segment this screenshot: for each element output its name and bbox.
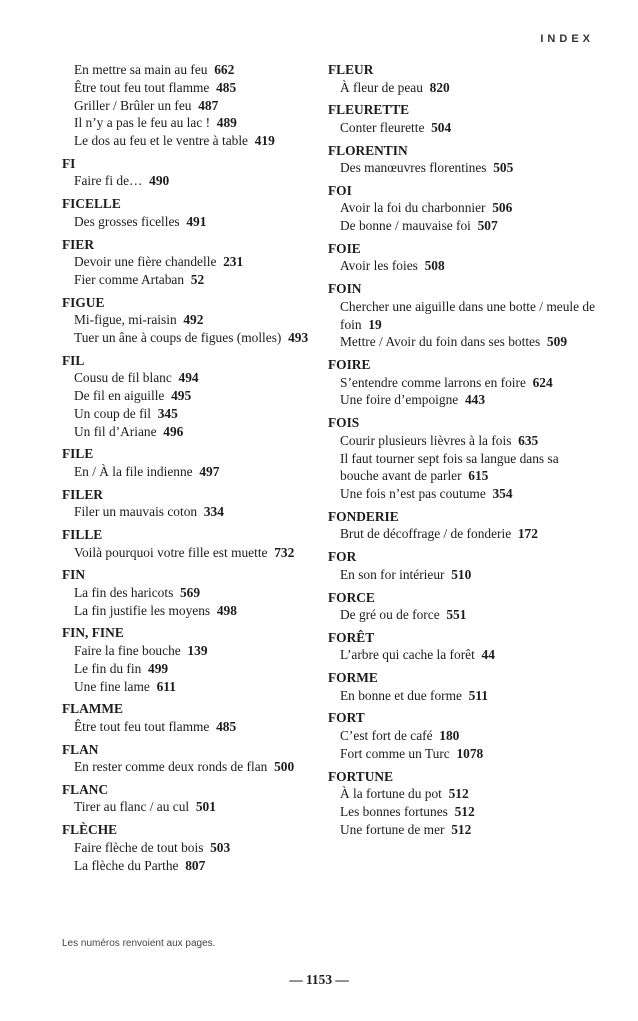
reference-text: Fort comme un Turc: [340, 745, 450, 761]
index-entry: [62, 781, 322, 816]
page-reference-number: 506: [492, 200, 513, 216]
reference-text: En bonne et due forme: [340, 687, 462, 703]
page-reference-number: 511: [468, 687, 489, 703]
page-reference-number: 172: [517, 526, 538, 542]
reference-text: C’est fort de café: [340, 727, 433, 743]
reference-text: La fin des haricots: [74, 584, 174, 600]
page-reference-number: 807: [185, 857, 206, 873]
index-entry: [328, 629, 598, 664]
index-entry: [328, 142, 598, 177]
index-headword: FLAMME: [62, 701, 123, 717]
page-reference-number: 419: [254, 133, 275, 149]
reference-text: La flèche du Parthe: [74, 857, 179, 873]
reference-text: Avoir la foi du charbonnier: [340, 200, 486, 216]
index-reference: [62, 271, 322, 289]
index-entry: [328, 280, 598, 351]
reference-text: Filer un mauvais coton: [74, 504, 198, 520]
index-reference: [328, 119, 598, 137]
index-reference: [62, 329, 322, 347]
index-headword: FLEUR: [328, 62, 374, 77]
index-entry: [62, 821, 322, 874]
index-reference: [62, 213, 322, 231]
index-reference: [62, 857, 322, 875]
page-reference-number: 635: [518, 432, 539, 448]
index-reference: [62, 503, 322, 521]
reference-text: Un coup de fil: [74, 405, 151, 421]
index-entry: [328, 669, 598, 704]
reference-text: Une fortune de mer: [340, 821, 445, 837]
page-reference-number: 512: [448, 786, 469, 802]
index-entry: [328, 768, 598, 839]
reference-text: Il faut tourner sept fois sa langue dans sa bouche avant de parler: [340, 450, 559, 484]
index-headword: FLÈCHE: [62, 822, 118, 838]
index-headword: FILLE: [62, 527, 103, 543]
reference-text: Une foire d’empoigne: [340, 392, 459, 408]
index-headword: FIGUE: [62, 294, 105, 310]
index-entry: [328, 589, 598, 624]
page-reference-number: 485: [216, 79, 237, 95]
page-reference-number: 498: [216, 602, 237, 618]
page-reference-number: 496: [163, 423, 184, 439]
page-reference-number: 354: [492, 486, 513, 502]
index-reference: [328, 374, 598, 392]
index-headword: FIL: [62, 352, 85, 368]
index-entry: [328, 101, 598, 136]
page-reference-number: 662: [214, 62, 235, 77]
reference-text: Devoir une fière chandelle: [74, 254, 217, 270]
page-reference-number: 611: [156, 678, 176, 694]
reference-text: Cousu de fil blanc: [74, 370, 172, 386]
index-reference: [328, 785, 598, 803]
page-reference-number: 19: [368, 316, 382, 332]
reference-text: À fleur de peau: [340, 79, 423, 95]
page-reference-number: 505: [493, 160, 514, 176]
index-entry: [328, 709, 598, 762]
reference-text: De bonne / mauvaise foi: [340, 218, 471, 234]
reference-text: Chercher une aiguille dans une botte / meule de foin: [340, 298, 596, 332]
page-reference-number: 820: [429, 79, 450, 95]
page-reference-number: 551: [446, 607, 467, 623]
index-entry: [62, 236, 322, 289]
index-headword: FIER: [62, 236, 94, 252]
index-entry: [328, 414, 598, 503]
reference-text: Des manœuvres florentines: [340, 160, 487, 176]
page-reference-number: 490: [149, 173, 170, 189]
reference-text: Faire la fine bouche: [74, 642, 181, 658]
page-reference-number: 615: [468, 468, 489, 484]
index-entry: [62, 700, 322, 735]
index-headword: FLORENTIN: [328, 142, 408, 158]
index-entry: [328, 356, 598, 409]
index-reference: [62, 718, 322, 736]
reference-text: Courir plusieurs lièvres à la fois: [340, 432, 512, 448]
index-reference: [328, 745, 598, 763]
index-reference: [328, 432, 598, 450]
reference-text: À la fortune du pot: [340, 786, 442, 802]
index-reference: [328, 159, 598, 177]
index-reference: [328, 803, 598, 821]
reference-text: Des grosses ficelles: [74, 213, 180, 229]
index-reference: [62, 584, 322, 602]
index-headword: FORME: [328, 670, 378, 686]
index-reference: [62, 423, 322, 441]
index-headword: FOIS: [328, 415, 360, 431]
index-headword: FILE: [62, 446, 94, 462]
index-reference: [328, 525, 598, 543]
index-headword: FONDERIE: [328, 508, 399, 524]
page-reference-number: 495: [171, 388, 192, 404]
page-reference-number: 512: [454, 803, 475, 819]
index-reference: [62, 642, 322, 660]
reference-text: Être tout feu tout flamme: [74, 718, 210, 734]
page-number: — 1153 —: [289, 972, 349, 987]
page-reference-number: 487: [198, 97, 219, 113]
index-reference: [328, 79, 598, 97]
index-column-right: [328, 61, 598, 843]
index-entry: [62, 155, 322, 190]
index-entry: [62, 352, 322, 441]
index-headword: FOIRE: [328, 357, 371, 373]
index-entry: [328, 240, 598, 275]
index-headword: FLANC: [62, 781, 109, 797]
index-reference: [62, 97, 322, 115]
reference-text: Un fil d’Ariane: [74, 423, 157, 439]
page-reference-number: 510: [451, 566, 472, 582]
reference-text: Être tout feu tout flamme: [74, 79, 210, 95]
index-entry: [62, 624, 322, 695]
index-entry: [328, 508, 598, 543]
page-reference-number: 334: [203, 504, 224, 520]
page-reference-number: 512: [451, 821, 472, 837]
page-reference-number: 507: [477, 218, 498, 234]
index-reference: [62, 602, 322, 620]
page-reference-number: 44: [481, 647, 495, 663]
page-reference-number: 180: [439, 727, 460, 743]
index-reference: [328, 727, 598, 745]
page-reference-number: 501: [195, 799, 216, 815]
index-headword: FIN, FINE: [62, 625, 124, 641]
index-reference: [62, 387, 322, 405]
page-reference-number: 52: [190, 271, 205, 287]
index-entry: [328, 182, 598, 235]
index-entry: [62, 741, 322, 776]
index-reference: [328, 257, 598, 275]
page-reference-number: 491: [186, 213, 207, 229]
reference-text: De fil en aiguille: [74, 388, 165, 404]
index-reference: [328, 391, 598, 409]
index-headword: FICELLE: [62, 196, 121, 212]
index-reference: [62, 311, 322, 329]
index-reference: [62, 79, 322, 97]
reference-text: De gré ou de force: [340, 607, 440, 623]
index-headword: FLEURETTE: [328, 102, 410, 118]
page-reference-number: 493: [288, 329, 309, 345]
page-reference-number: 503: [210, 839, 231, 855]
reference-text: Fier comme Artaban: [74, 271, 185, 287]
page-reference-number: 569: [179, 584, 201, 600]
page-reference-number: 497: [199, 463, 220, 479]
index-headword: FIN: [62, 567, 86, 583]
reference-text: Conter fleurette: [340, 119, 425, 135]
reference-text: L’arbre qui cache la forêt: [340, 647, 475, 663]
running-header: INDEX: [540, 33, 594, 45]
index-entry: [62, 195, 322, 230]
page-reference-number: 508: [424, 258, 445, 274]
index-reference: [328, 333, 598, 351]
index-headword: FORTUNE: [328, 768, 393, 784]
index-headword: FORT: [328, 710, 365, 726]
index-headword: FOIE: [328, 240, 361, 256]
reference-text: Brut de décoffrage / de fonderie: [340, 526, 512, 542]
index-headword: FLAN: [62, 741, 99, 757]
index-entry: [62, 445, 322, 480]
index-entry-continued: [62, 61, 322, 150]
index-column-left: [62, 61, 322, 879]
index-headword: FORÊT: [328, 629, 375, 645]
index-reference: [62, 798, 322, 816]
reference-text: Les bonnes fortunes: [340, 803, 448, 819]
index-reference: [62, 405, 322, 423]
index-entry: [62, 294, 322, 347]
index-reference: [62, 839, 322, 857]
index-entry: [62, 526, 322, 561]
reference-text: Faire flèche de tout bois: [74, 839, 204, 855]
footnote: Les numéros renvoient aux pages.: [62, 938, 216, 949]
index-reference: [62, 369, 322, 387]
page-reference-number: 489: [216, 115, 237, 131]
index-reference: [328, 450, 598, 486]
reference-text: Une fois n’est pas coutume: [340, 486, 486, 502]
reference-text: Le dos au feu et le ventre à table: [74, 133, 248, 149]
index-reference: [62, 132, 322, 150]
page-reference-number: 494: [178, 370, 199, 386]
index-reference: [62, 253, 322, 271]
index-reference: [328, 821, 598, 839]
index-reference: [328, 687, 598, 705]
reference-text: Tuer un âne à coups de figues (molles): [74, 329, 282, 345]
index-headword: FI: [62, 155, 76, 171]
page-reference-number: 1078: [456, 745, 484, 761]
reference-text: Le fin du fin: [74, 660, 142, 676]
reference-text: Tirer au flanc / au cul: [74, 799, 190, 815]
index-entry: [62, 486, 322, 521]
index-reference: [62, 463, 322, 481]
reference-text: Faire fi de…: [74, 173, 143, 189]
index-reference: [62, 544, 322, 562]
reference-text: Il n’y a pas le feu au lac !: [74, 115, 211, 131]
reference-text: La fin justifie les moyens: [74, 602, 211, 618]
index-headword: FORCE: [328, 589, 375, 605]
page-reference-number: 500: [274, 759, 295, 775]
index-reference: [62, 114, 322, 132]
index-headword: FOI: [328, 182, 352, 198]
reference-text: En / À la file indienne: [74, 463, 193, 479]
reference-text: En mettre sa main au feu: [74, 62, 208, 77]
index-reference: [62, 61, 322, 79]
page-reference-number: 499: [148, 660, 169, 676]
page-reference-number: 492: [183, 312, 204, 328]
index-entry: [328, 548, 598, 583]
index-reference: [62, 678, 322, 696]
index-headword: FOR: [328, 549, 357, 565]
page-reference-number: 485: [216, 718, 237, 734]
reference-text: En son for intérieur: [340, 566, 445, 582]
reference-text: Mi-figue, mi-raisin: [74, 312, 177, 328]
index-reference: [328, 485, 598, 503]
index-reference: [62, 758, 322, 776]
page-reference-number: 139: [187, 642, 208, 658]
index-reference: [328, 566, 598, 584]
index-reference: [328, 298, 598, 334]
index-headword: FOIN: [328, 281, 362, 297]
index-entry: [62, 566, 322, 619]
page-reference-number: 443: [464, 392, 486, 408]
page-reference-number: 231: [223, 254, 244, 270]
page-reference-number: 345: [157, 405, 178, 421]
page-reference-number: 624: [532, 374, 553, 390]
page-reference-number: 509: [546, 334, 568, 350]
index-reference: [328, 606, 598, 624]
index-headword: FILER: [62, 486, 103, 502]
index-reference: [328, 646, 598, 664]
index-reference: [328, 217, 598, 235]
reference-text: Griller / Brûler un feu: [74, 97, 192, 113]
reference-text: En rester comme deux ronds de flan: [74, 759, 268, 775]
page-reference-number: 732: [274, 544, 295, 560]
reference-text: S’entendre comme larrons en foire: [340, 374, 526, 390]
index-reference: [62, 172, 322, 190]
index-entry: [328, 61, 598, 96]
reference-text: Une fine lame: [74, 678, 150, 694]
index-reference: [62, 660, 322, 678]
reference-text: Mettre / Avoir du foin dans ses bottes: [340, 334, 541, 350]
index-reference: [328, 199, 598, 217]
reference-text: Voilà pourquoi votre fille est muette: [74, 544, 268, 560]
page-reference-number: 504: [431, 119, 452, 135]
reference-text: Avoir les foies: [340, 258, 418, 274]
